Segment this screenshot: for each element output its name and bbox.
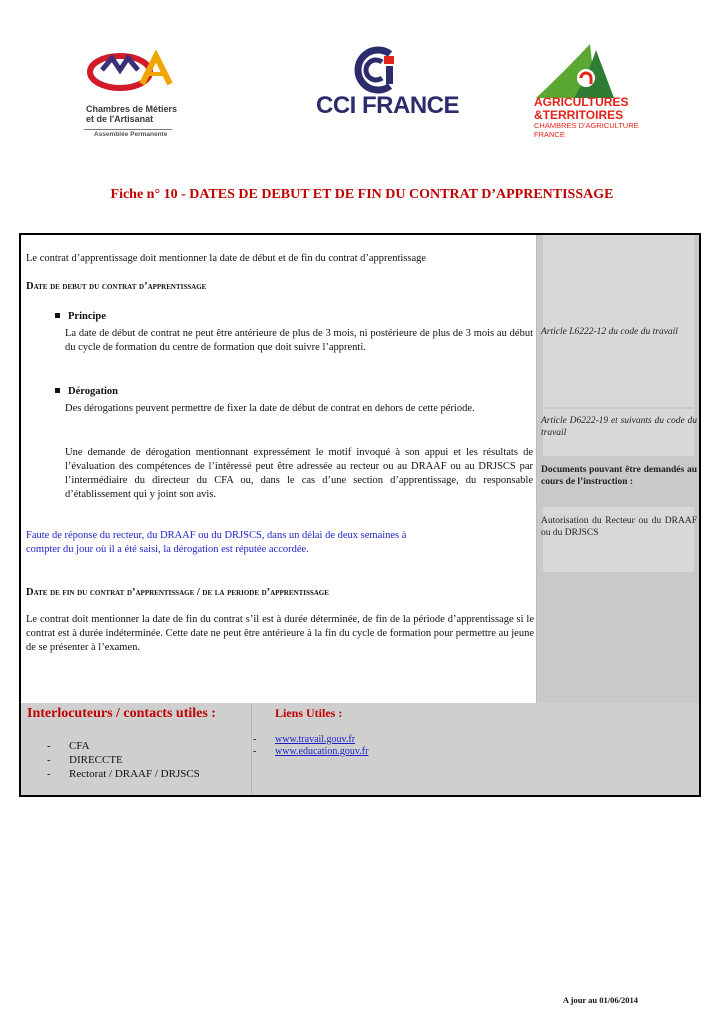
cma-subtitle: Assemblée Permanente [94, 131, 168, 138]
links-title: Liens Utiles : [275, 706, 343, 720]
sidebar-column [536, 235, 699, 703]
blue-note: Faute de réponse du recteur, du DRAAF ou du DRJSCS, dans un délai de deux semaines à compter du jour où il a été saisi, la dérogation est réputée accordée. [26, 530, 407, 555]
derogation-text2: Une demande de dérogation mentionnant expressément le motif invoqué à son appui et les résultats de l’évaluation des compétences de l’intéressé peut être adressée au recteur ou au DRAAF ou au DRJSCS par l’intermédiaire du directeur du CFA ou, dans le cas d’une section d’apprentissage, du responsable d’établissement qui y joint son avis. [65, 447, 533, 500]
bullet-square-icon [55, 388, 60, 393]
agri-logo [534, 42, 624, 102]
sidebar-docs-heading: Documents pouvant être demandés au cours de l’instruction : [541, 465, 697, 487]
section2-heading: Date de fin du contrat d’apprentissage / de la periode d’apprentissage [26, 587, 329, 598]
contact-item: - DIRECCTE [47, 754, 123, 766]
main-column [21, 235, 536, 703]
content-frame [19, 233, 701, 797]
contact-item: - Rectorat / DRAAF / DRJSCS [47, 768, 200, 780]
link-item: - www.education.gouv.fr [253, 746, 369, 757]
derogation-text1: Des dérogations peuvent permettre de fixer la date de début de contrat en dehors de cette période. [65, 403, 475, 414]
section1-heading: Date de debut du contrat d’apprentissage [26, 281, 207, 292]
sidebar-docs-text: Autorisation du Recteur ou du DRAAF ou du DRJSCS [541, 516, 697, 538]
sidebar-box-1 [543, 235, 694, 407]
link-item: - www.travail.gouv.fr [253, 734, 356, 745]
sidebar-ref-2: Article D6222-19 et suivants du code du travail [541, 416, 697, 438]
intro-text: Le contrat d’apprentissage doit mentionner la date de début et de fin du contrat d’apprentissage [26, 253, 427, 264]
bottom-divider [251, 703, 252, 795]
cma-divider [84, 129, 172, 130]
sidebar-ref-1: Article L6222-12 du code du travail [541, 327, 678, 337]
contact-item: - CFA [47, 740, 90, 752]
agri-wordmark: AGRICULTURES &TERRITOIRES CHAMBRES D'AGRICULTURE FRANCE [534, 95, 639, 139]
cma-text: Chambres de Métiers et de l'Artisanat [86, 104, 178, 124]
bullet-square-icon [55, 313, 60, 318]
principe-bullet: Principe [55, 311, 106, 322]
link-education[interactable]: www.education.gouv.fr [275, 746, 369, 757]
link-travail[interactable]: www.travail.gouv.fr [275, 734, 356, 745]
page-title: Fiche n° 10 - DATES DE DEBUT ET DE FIN DU CONTRAT D’APPRENTISSAGE [110, 187, 614, 202]
cci-wordmark: CCI FRANCE [316, 92, 459, 119]
derogation-bullet: Dérogation [55, 386, 118, 397]
contacts-section [21, 703, 699, 795]
contacts-title: Interlocuteurs / contacts utiles : [27, 706, 216, 721]
footer-date: A jour au 01/06/2014 [562, 995, 638, 1005]
principe-text: La date de début de contrat ne peut être antérieure de plus de 3 mois, ni postérieure de plus de 3 mois au début du cycle de formation du centre de formation que doit suivre l’apprenti. [65, 328, 533, 353]
section2-text: Le contrat doit mentionner la date de fin du contrat s’il est à durée déterminée, de fin de la période d’apprentissage si le contrat est à durée indéterminée. Cette date ne peut être antérieure à la fin du cycle de formation pour permettre au jeune de se présenter à l’examen. [26, 614, 534, 653]
